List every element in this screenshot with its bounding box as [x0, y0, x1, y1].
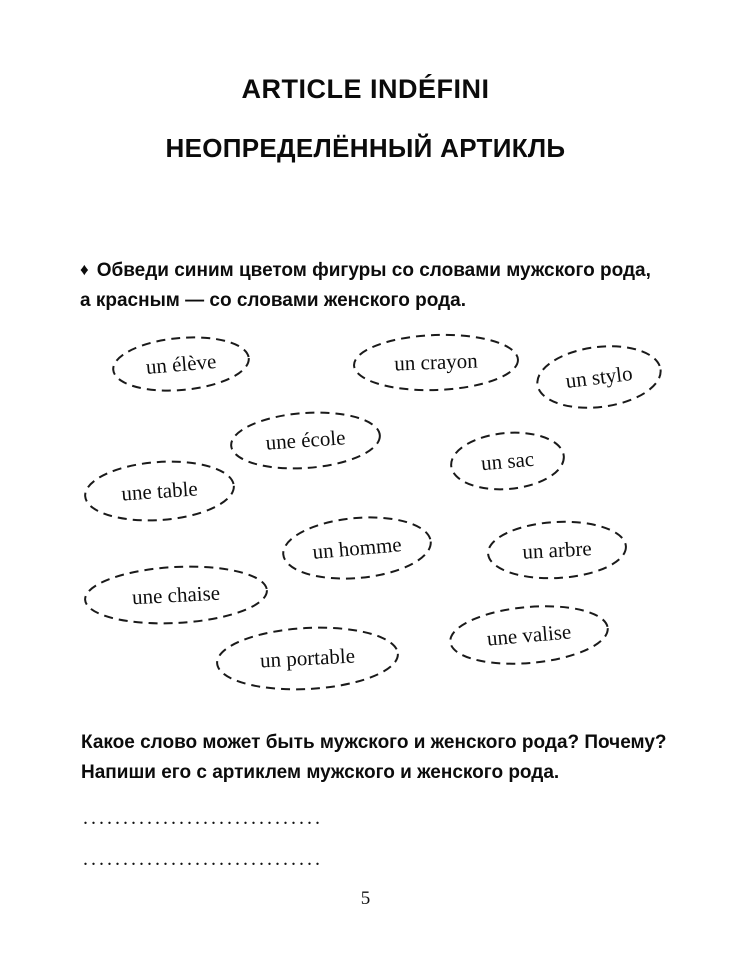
diamond-bullet-icon: ♦ [80, 260, 89, 279]
oval-word: une table [120, 475, 199, 506]
answer-area [83, 798, 323, 880]
oval-une-valise [446, 598, 613, 672]
oval-un-eleve [109, 330, 253, 398]
oval-une-chaise [82, 560, 271, 630]
oval-word: une école [264, 425, 347, 455]
oval-word: un élève [144, 348, 218, 379]
oval-un-portable [213, 621, 401, 696]
oval-une-ecole [227, 406, 384, 476]
oval-word: un crayon [393, 348, 479, 376]
oval-un-sac [447, 426, 569, 496]
question-text [81, 728, 701, 788]
oval-word: une chaise [131, 580, 221, 609]
title-french: ARTICLE INDÉFINI [241, 74, 490, 104]
question-line-2: Напиши его с артиклем мужского и женского рода. [81, 762, 560, 783]
oval-un-crayon [351, 330, 521, 395]
oval-un-homme [279, 509, 436, 586]
oval-word: un portable [259, 643, 356, 673]
question-line-1: Какое слово может быть мужского и женского рода? Почему? [81, 732, 667, 753]
oval-word: un sac [479, 446, 535, 475]
oval-word: une valise [485, 618, 573, 651]
oval-word: un stylo [564, 360, 634, 393]
oval-un-arbre [485, 516, 630, 583]
oval-une-table [81, 455, 238, 528]
oval-word: un arbre [521, 535, 593, 564]
task-instruction [80, 256, 690, 316]
answer-line-1: .............................. [83, 807, 323, 829]
oval-word: un homme [311, 531, 403, 564]
title-russian: НЕОПРЕДЕЛЁННЫЙ АРТИКЛЬ [165, 133, 566, 163]
answer-line-2: .............................. [83, 848, 323, 870]
task-line-2: а красным — со словами женского рода. [80, 290, 466, 311]
page-number: 5 [360, 888, 371, 909]
task-line-1: Обведи синим цветом фигуры со словами мужского рода, [96, 260, 651, 281]
oval-un-stylo [532, 337, 667, 416]
